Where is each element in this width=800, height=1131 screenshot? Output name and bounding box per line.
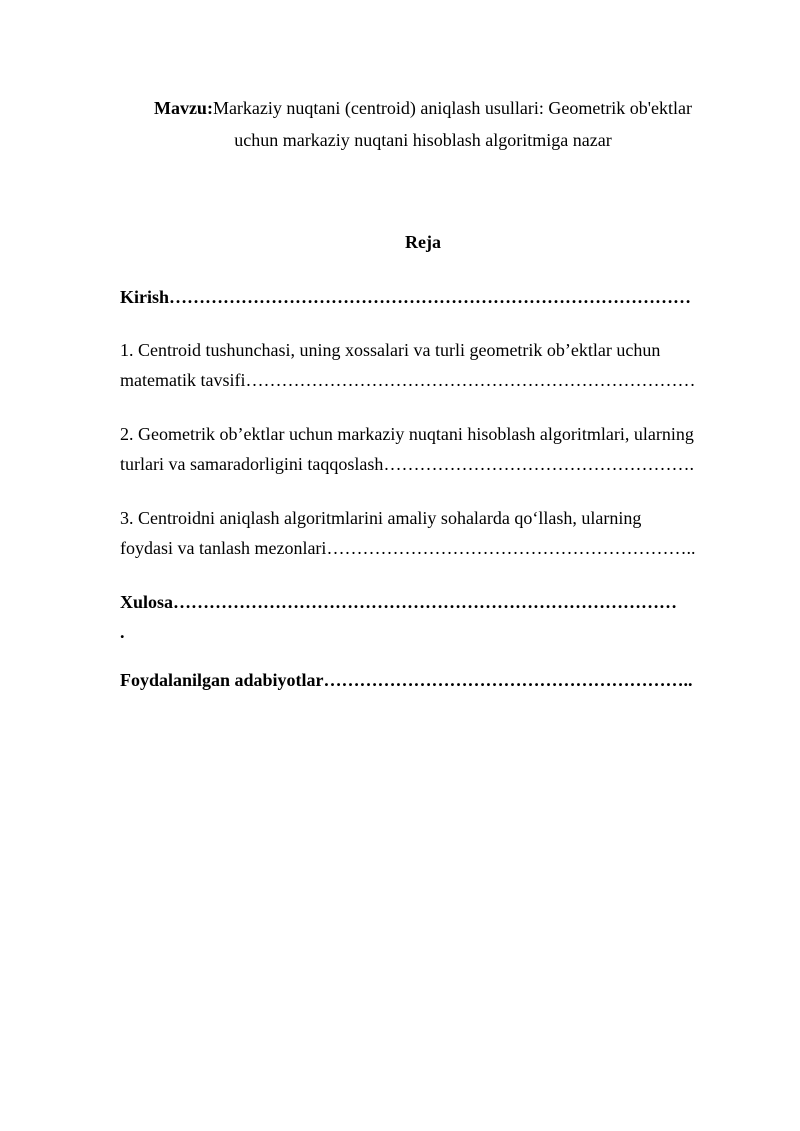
toc-entry-3-text: foydasi va tanlash mezonlari (120, 538, 327, 558)
toc-entry-3 (120, 503, 726, 563)
toc-intro-text: Kirish (120, 287, 170, 307)
toc-entry-2-leader: ……………………………………………. (383, 454, 694, 474)
toc-entry-intro (120, 282, 726, 312)
toc-entry-2-text: turlari va samaradorligini taqqoslash (120, 454, 384, 474)
topic-line-1 (120, 92, 726, 124)
toc-entry-3-line-2 (120, 533, 726, 563)
toc-intro-leader: …………………………………………………………………………… (169, 287, 692, 307)
toc-entry-references (120, 665, 726, 695)
toc-entry-conclusion (120, 587, 726, 647)
table-of-contents (120, 282, 726, 719)
topic-block (120, 92, 726, 156)
toc-entry-1 (120, 335, 726, 395)
toc-entry-2-line-2 (120, 449, 726, 479)
topic-label: Mavzu: (153, 98, 213, 118)
topic-line-2: uchun markaziy nuqtani hisoblash algoritmiga nazar (234, 130, 612, 150)
toc-entry-1-leader: ………………………………………………………………… (245, 370, 696, 390)
toc-conclusion-leader: ………………………………………………………………………… (173, 592, 678, 612)
toc-conclusion-text: Xulosa (120, 592, 174, 612)
toc-entry-2 (120, 419, 726, 479)
toc-entry-3-leader: …………………………………………………….. (326, 538, 696, 558)
toc-references-text: Foydalanilgan adabiyotlar (120, 670, 324, 690)
toc-conclusion-line-1 (120, 587, 726, 617)
toc-references-leader: …………………………………………………….. (323, 670, 693, 690)
toc-entry-1-text: matematik tavsifi (120, 370, 246, 390)
topic-title-part-1: Markaziy nuqtani (centroid) aniqlash usullari: Geometrik ob'ektlar (212, 98, 693, 118)
toc-entry-1-line-2 (120, 365, 726, 395)
toc-entry-3-line-1: 3. Centroidni aniqlash algoritmlarini amaliy sohalarda qo‘llash, ularning (120, 508, 642, 528)
toc-entry-2-line-1: 2. Geometrik ob’ektlar uchun markaziy nuqtani hisoblash algoritmlari, ularning (120, 424, 694, 444)
toc-conclusion-trailing-dot: . (120, 622, 125, 642)
toc-entry-1-line-1: 1. Centroid tushunchasi, uning xossalari va turli geometrik ob’ektlar uchun (120, 340, 661, 360)
plan-heading: Reja (405, 232, 441, 252)
